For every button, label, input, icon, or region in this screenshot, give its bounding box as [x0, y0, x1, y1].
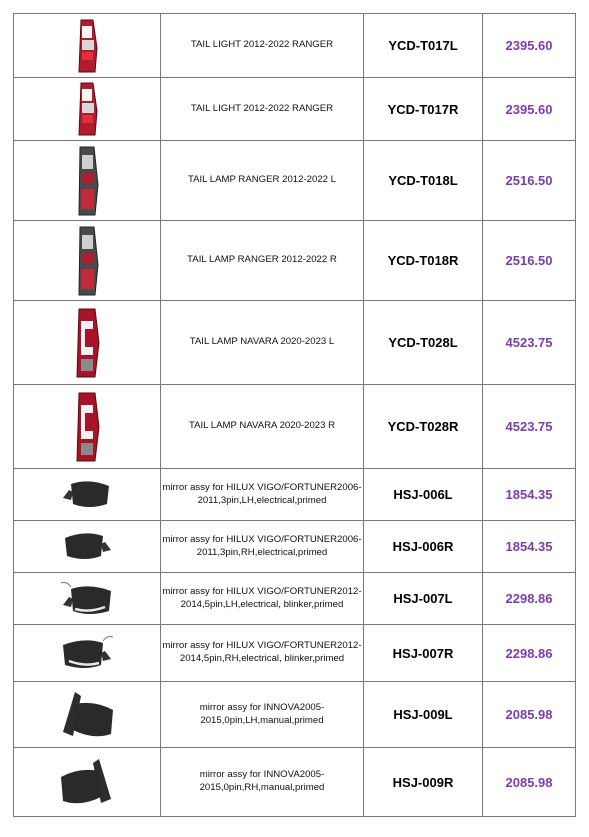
product-image-cell — [14, 221, 161, 301]
product-price: 4523.75 — [483, 301, 576, 385]
product-image-cell — [14, 385, 161, 469]
product-description: TAIL LAMP RANGER 2012-2022 L — [161, 141, 364, 221]
navara-tail-lamp-image — [67, 307, 107, 379]
product-description: TAIL LIGHT 2012-2022 RANGER — [161, 78, 364, 141]
table-row — [14, 748, 576, 817]
product-price: 2516.50 — [483, 141, 576, 221]
product-price: 1854.35 — [483, 469, 576, 521]
product-description: mirror assy for HILUX VIGO/FORTUNER2012-2014,5pin,LH,electrical, blinker,primed — [161, 573, 364, 625]
product-image-cell — [14, 469, 161, 521]
manual-mirror-image — [55, 688, 119, 742]
product-description: TAIL LAMP NAVARA 2020-2023 R — [161, 385, 364, 469]
navara-tail-lamp-image — [67, 391, 107, 463]
product-description: mirror assy for HILUX VIGO/FORTUNER2012-2014,5pin,RH,electrical, blinker,primed — [161, 625, 364, 682]
product-table — [13, 13, 576, 817]
product-description: mirror assy for INNOVA2005-2015,0pin,LH,manual,primed — [161, 682, 364, 748]
table-row — [14, 301, 576, 385]
table-row — [14, 221, 576, 301]
product-description: TAIL LAMP RANGER 2012-2022 R — [161, 221, 364, 301]
product-image-cell — [14, 748, 161, 817]
product-code: HSJ-009R — [364, 748, 483, 817]
table-row — [14, 682, 576, 748]
product-image-cell — [14, 682, 161, 748]
product-image-cell — [14, 521, 161, 573]
table-row — [14, 14, 576, 78]
product-price: 1854.35 — [483, 521, 576, 573]
product-code: HSJ-007R — [364, 625, 483, 682]
side-mirror-image — [59, 530, 115, 564]
product-image-cell — [14, 14, 161, 78]
product-image-cell — [14, 573, 161, 625]
table-row — [14, 469, 576, 521]
product-description: mirror assy for HILUX VIGO/FORTUNER2006-2011,3pin,LH,electrical,primed — [161, 469, 364, 521]
product-image-cell — [14, 301, 161, 385]
product-description: mirror assy for INNOVA2005-2015,0pin,RH,manual,primed — [161, 748, 364, 817]
product-code: YCD-T028L — [364, 301, 483, 385]
product-price: 2516.50 — [483, 221, 576, 301]
product-price: 2298.86 — [483, 573, 576, 625]
product-price: 2085.98 — [483, 682, 576, 748]
product-price: 2298.86 — [483, 625, 576, 682]
product-description: TAIL LAMP NAVARA 2020-2023 L — [161, 301, 364, 385]
side-mirror-image — [59, 478, 115, 512]
product-code: YCD-T017R — [364, 78, 483, 141]
product-description: TAIL LIGHT 2012-2022 RANGER — [161, 14, 364, 78]
table-row — [14, 385, 576, 469]
product-price: 2395.60 — [483, 14, 576, 78]
tail-light-image — [67, 18, 107, 74]
product-price: 2085.98 — [483, 748, 576, 817]
table-row — [14, 521, 576, 573]
table-row — [14, 573, 576, 625]
blinker-mirror-image — [57, 579, 117, 619]
product-code: HSJ-006R — [364, 521, 483, 573]
product-code: HSJ-007L — [364, 573, 483, 625]
product-code: HSJ-006L — [364, 469, 483, 521]
product-image-cell — [14, 78, 161, 141]
table-row — [14, 141, 576, 221]
product-code: YCD-T017L — [364, 14, 483, 78]
product-image-cell — [14, 141, 161, 221]
product-description: mirror assy for HILUX VIGO/FORTUNER2006-2011,3pin,RH,electrical,primed — [161, 521, 364, 573]
tail-light-image — [67, 81, 107, 137]
manual-mirror-image — [55, 755, 119, 809]
product-code: HSJ-009L — [364, 682, 483, 748]
product-price: 2395.60 — [483, 78, 576, 141]
table-row — [14, 625, 576, 682]
blinker-mirror-image — [57, 633, 117, 673]
product-code: YCD-T028R — [364, 385, 483, 469]
product-price: 4523.75 — [483, 385, 576, 469]
product-code: YCD-T018L — [364, 141, 483, 221]
product-code: YCD-T018R — [364, 221, 483, 301]
smoked-tail-lamp-image — [69, 225, 105, 297]
product-image-cell — [14, 625, 161, 682]
smoked-tail-lamp-image — [69, 145, 105, 217]
table-row — [14, 78, 576, 141]
